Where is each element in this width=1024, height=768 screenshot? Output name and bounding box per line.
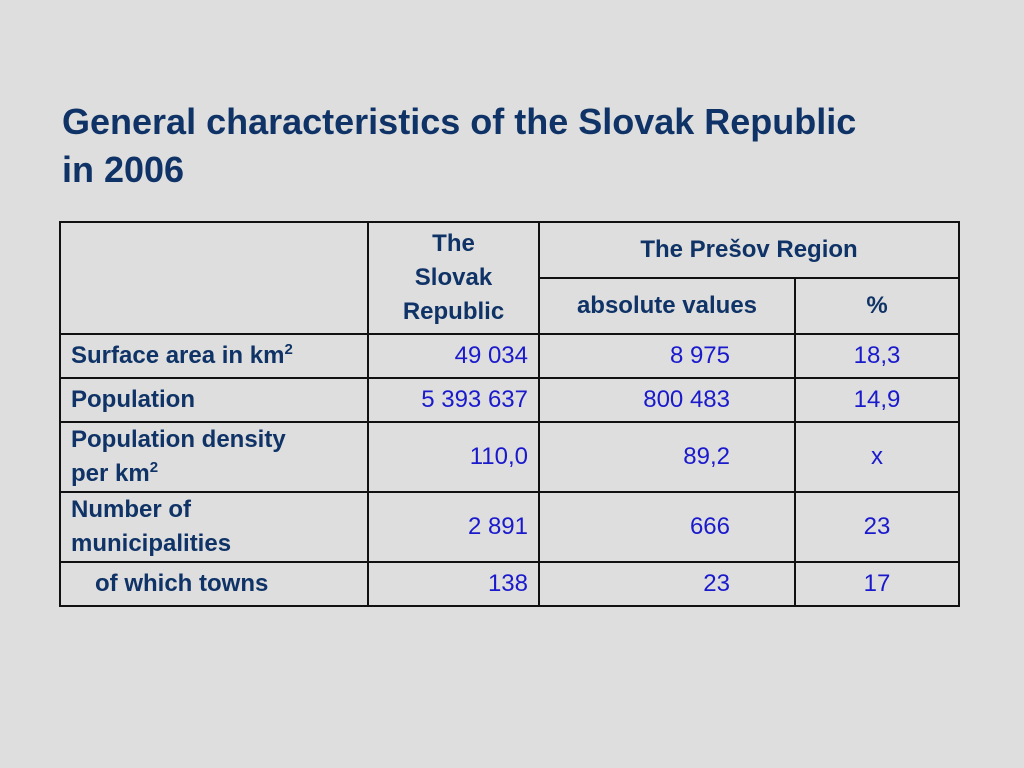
cell-slovak: 49 034 <box>368 334 539 378</box>
table-row-population-density <box>60 422 959 492</box>
header-slovak-republic: The Slovak Republic <box>368 222 539 334</box>
cell-presov-percent: x <box>795 422 959 492</box>
cell-presov-percent: 17 <box>795 562 959 606</box>
cell-presov-absolute: 8 975 <box>539 334 795 378</box>
cell-slovak: 110,0 <box>368 422 539 492</box>
cell-presov-absolute: 666 <box>539 492 795 562</box>
table-row-surface-area <box>60 334 959 378</box>
header-presov-region: The Prešov Region <box>539 222 959 278</box>
cell-presov-absolute: 800 483 <box>539 378 795 422</box>
table-row-municipalities <box>60 492 959 562</box>
cell-presov-percent: 14,9 <box>795 378 959 422</box>
table-row-towns <box>60 562 959 606</box>
header-empty-cell <box>60 222 368 334</box>
header-absolute-values: absolute values <box>539 278 795 334</box>
cell-presov-percent: 23 <box>795 492 959 562</box>
title-line-1: General characteristics of the Slovak Republic <box>62 101 857 142</box>
slide-title <box>62 98 982 194</box>
cell-slovak: 2 891 <box>368 492 539 562</box>
row-label: Population <box>60 378 368 422</box>
characteristics-table <box>59 221 960 607</box>
cell-presov-absolute: 23 <box>539 562 795 606</box>
row-label: Population density per $km^2$ <box>60 422 368 492</box>
table-row-population <box>60 378 959 422</box>
header-row-1 <box>60 222 959 278</box>
row-label: Number of municipalities <box>60 492 368 562</box>
title-line-2: in 2006 <box>62 149 185 190</box>
cell-slovak: 138 <box>368 562 539 606</box>
header-percent: % <box>795 278 959 334</box>
cell-presov-absolute: 89,2 <box>539 422 795 492</box>
cell-presov-percent: 18,3 <box>795 334 959 378</box>
row-label: Surface area in $km^2$ <box>60 334 368 378</box>
row-label: of which towns <box>60 562 368 606</box>
cell-slovak: 5 393 637 <box>368 378 539 422</box>
